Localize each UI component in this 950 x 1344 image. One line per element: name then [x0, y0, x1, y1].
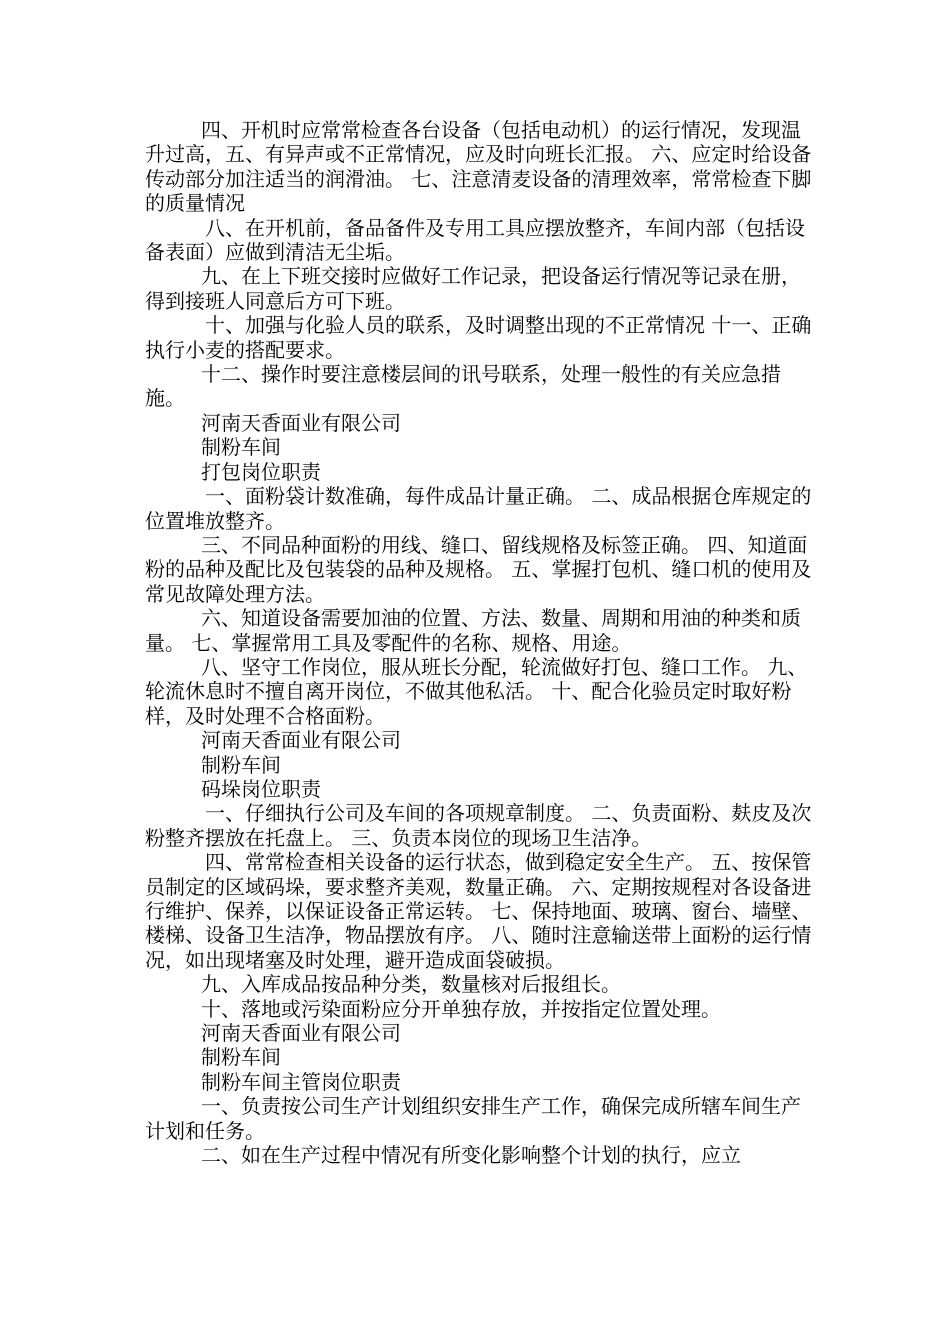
paragraph: 一、负责按公司生产计划组织安排生产工作，确保完成所辖车间生产计划和任务。	[145, 1094, 801, 1143]
paragraph: 一、面粉袋计数准确，每件成品计量正确。 二、成品根据仓库规定的位置堆放整齐。	[145, 484, 812, 533]
paragraph: 八、坚守工作岗位，服从班长分配，轮流做好打包、缝口工作。 九、轮流休息时不擅自离开岗位，不做其他私活。 十、配合化验员定时取好粉样，及时处理不合格面粉。	[145, 654, 808, 728]
document-body	[145, 118, 813, 1167]
paragraph: 三、不同品种面粉的用线、缝口、留线规格及标签正确。 四、知道面粉的品种及配比及包装袋的品种及规格。 五、掌握打包机、缝口机的使用及常见故障处理方法。	[145, 532, 812, 606]
section-title: 码垛岗位职责	[201, 776, 321, 801]
paragraph: 八、在开机前，备品备件及专用工具应摆放整齐，车间内部（包括设备表面）应做到清洁无尘垢。	[145, 215, 805, 265]
paragraph: 九、在上下班交接时应做好工作记录，把设备运行情况等记录在册，得到接班人同意后方可下班。	[145, 264, 801, 313]
paragraph: 十、加强与化验人员的联系，及时调整出现的不正常情况 十一、正确执行小麦的搭配要求。	[145, 313, 812, 362]
department-name: 制粉车间	[201, 435, 281, 460]
paragraph: 十二、操作时要注意楼层间的讯号联系，处理一般性的有关应急措施。	[145, 362, 781, 411]
paragraph: 一、仔细执行公司及车间的各项规章制度。 二、负责面粉、麸皮及次粉整齐摆放在托盘上。 三、负责本岗位的现场卫生洁净。	[145, 801, 812, 850]
company-name: 河南天香面业有限公司	[201, 728, 401, 753]
section-title: 制粉车间主管岗位职责	[201, 1069, 401, 1094]
company-name: 河南天香面业有限公司	[201, 410, 401, 435]
section-title: 打包岗位职责	[201, 459, 321, 484]
paragraph: 六、知道设备需要加油的位置、方法、数量、周期和用油的种类和质量。 七、掌握常用工具及零配件的名称、规格、用途。	[145, 606, 801, 655]
paragraph: 四、常常检查相关设备的运行状态，做到稳定安全生产。 五、按保管员制定的区域码垛，要求整齐美观，数量正确。 六、定期按规程对各设备进行维护、保养，以保证设备正常运转。 七、保持地面、玻璃、窗台、墙壁、楼梯、设备卫生洁净，物品摆放有序。 八、随时注意输送带上面粉的运行情况，如出现堵塞及时处理，避开造成面袋破损。	[145, 850, 812, 972]
paragraph: 四、开机时应常常检查各台设备（包括电动机）的运行情况，发现温升过高，五、有异声或不正常情况，应及时向班长汇报。 六、应定时给设备传动部分加注适当的润滑油。 七、注意清麦设备的清理效率，常常检查下脚的质量情况	[145, 118, 812, 216]
company-name: 河南天香面业有限公司	[201, 1021, 401, 1046]
paragraph: 二、如在生产过程中情况有所变化影响整个计划的执行，应立	[201, 1143, 741, 1168]
department-name: 制粉车间	[201, 752, 281, 777]
paragraph: 九、入库成品按品种分类，数量核对后报组长。	[201, 972, 621, 997]
paragraph: 十、落地或污染面粉应分开单独存放，并按指定位置处理。	[201, 996, 721, 1021]
department-name: 制粉车间	[201, 1045, 281, 1070]
